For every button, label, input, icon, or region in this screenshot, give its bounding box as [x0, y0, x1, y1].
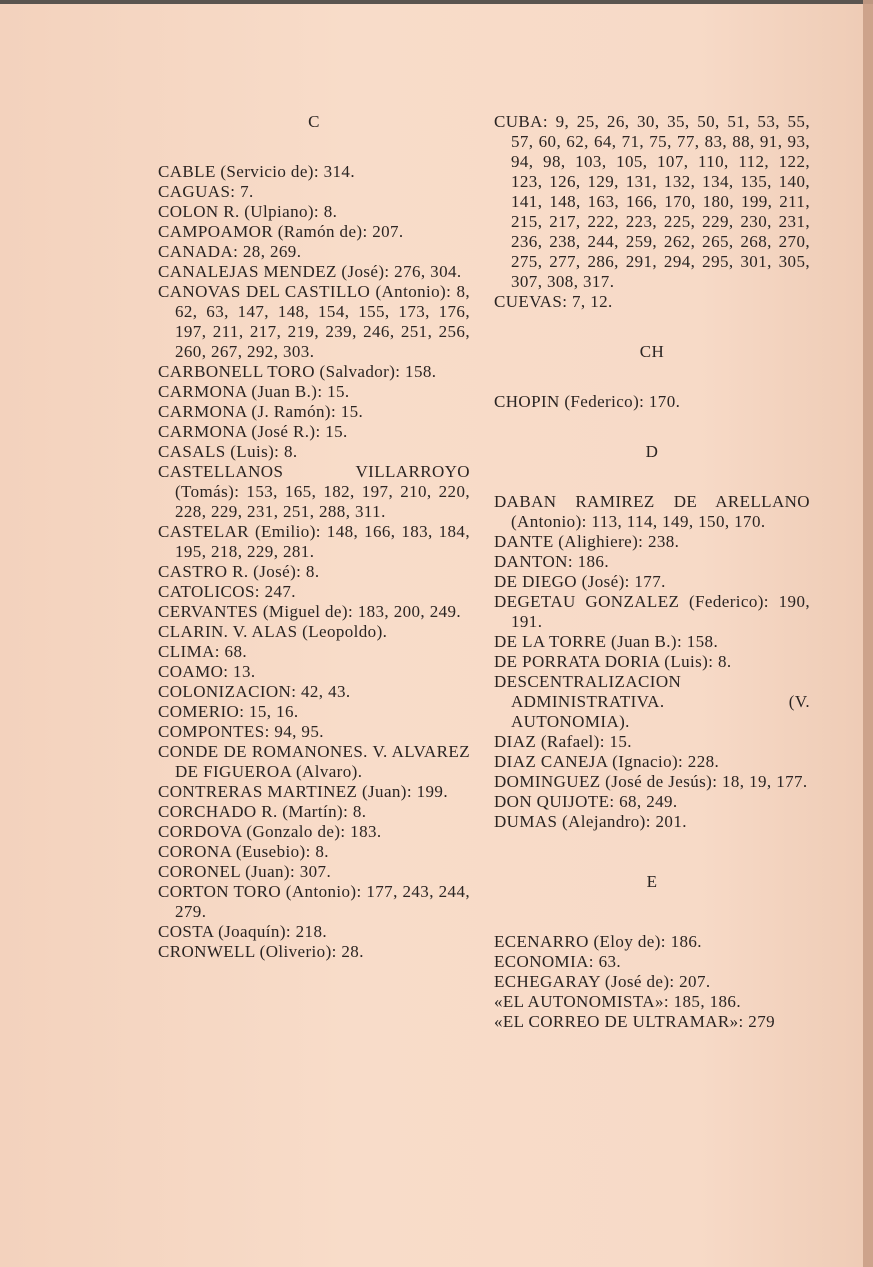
index-entry: CASTELLANOS VILLARROYO (Tomás): 153, 165, 182, 197, 210, 220, 228, 229, 231, 251, 288, 311.	[158, 462, 470, 521]
index-entry: CLARIN. V. ALAS (Leopoldo).	[158, 622, 388, 641]
page-right-edge	[863, 0, 873, 1267]
index-entry: CAMPOAMOR (Ramón de): 207.	[158, 222, 404, 241]
index-entry: CARMONA (Juan B.): 15.	[158, 382, 350, 401]
index-entry: DANTE (Alighiere): 238.	[494, 532, 680, 551]
section-heading-c: C	[308, 112, 320, 131]
page-top-edge	[0, 0, 873, 4]
section-d	[494, 492, 810, 832]
index-entry: CARBONELL TORO (Salvador): 158.	[158, 362, 437, 381]
left-column	[158, 112, 470, 962]
index-entry: ECHEGARAY (José de): 207.	[494, 972, 711, 991]
index-entry: CABLE (Servicio de): 314.	[158, 162, 355, 181]
index-entry: DANTON: 186.	[494, 552, 609, 571]
index-entry: COMPONTES: 94, 95.	[158, 722, 324, 741]
index-entry: CANALEJAS MENDEZ (José): 276, 304.	[158, 262, 462, 281]
index-entry: CHOPIN (Federico): 170.	[494, 392, 681, 411]
index-entry: DUMAS (Alejandro): 201.	[494, 812, 687, 831]
index-entry: CORONEL (Juan): 307.	[158, 862, 332, 881]
index-entry: CAGUAS: 7.	[158, 182, 254, 201]
index-entry: COSTA (Joaquín): 218.	[158, 922, 328, 941]
index-entry: CERVANTES (Miguel de): 183, 200, 249.	[158, 602, 462, 621]
index-entry: CONTRERAS MARTINEZ (Juan): 199.	[158, 782, 448, 801]
index-entry: DOMINGUEZ (José de Jesús): 18, 19, 177.	[494, 772, 808, 791]
index-entry: DABAN RAMIREZ DE ARELLANO (Antonio): 113, 114, 149, 150, 170.	[494, 492, 810, 531]
index-entry: CORONA (Eusebio): 8.	[158, 842, 329, 861]
index-entry: COLON R. (Ulpiano): 8.	[158, 202, 338, 221]
index-entry: CORCHADO R. (Martín): 8.	[158, 802, 367, 821]
index-entry: DE PORRATA DORIA (Luis): 8.	[494, 652, 732, 671]
index-entry: DIAZ (Rafael): 15.	[494, 732, 632, 751]
section-heading-d: D	[645, 442, 659, 461]
index-entry: DE LA TORRE (Juan B.): 158.	[494, 632, 719, 651]
index-entry: DE DIEGO (José): 177.	[494, 572, 666, 591]
index-entry: ECENARRO (Eloy de): 186.	[494, 932, 702, 951]
index-entry: CUEVAS: 7, 12.	[494, 292, 613, 311]
left-entry-list	[158, 162, 470, 962]
right-column	[494, 112, 810, 1032]
index-entry: DIAZ CANEJA (Ignacio): 228.	[494, 752, 720, 771]
index-entry: «EL CORREO DE ULTRAMAR»: 279	[494, 1012, 776, 1031]
index-entry: ECONOMIA: 63.	[494, 952, 622, 971]
index-entry: CARMONA (José R.): 15.	[158, 422, 348, 441]
index-entry: COMERIO: 15, 16.	[158, 702, 299, 721]
index-entry: CRONWELL (Oliverio): 28.	[158, 942, 364, 961]
index-entry: DESCENTRALIZACION ADMINISTRATIVA. (V. AUTONOMIA).	[494, 672, 810, 731]
index-entry: CORTON TORO (Antonio): 177, 243, 244, 279.	[158, 882, 470, 921]
index-entry: CONDE DE ROMANONES. V. ALVAREZ DE FIGUEROA (Alvaro).	[158, 742, 470, 781]
index-entry: COAMO: 13.	[158, 662, 256, 681]
index-entry: CASALS (Luis): 8.	[158, 442, 298, 461]
index-entry: DEGETAU GONZALEZ (Federico): 190, 191.	[494, 592, 810, 631]
section-e	[494, 932, 810, 1032]
index-entry: CASTELAR (Emilio): 148, 166, 183, 184, 195, 218, 229, 281.	[158, 522, 470, 561]
index-entry: CUBA: 9, 25, 26, 30, 35, 50, 51, 53, 55, 57, 60, 62, 64, 71, 75, 77, 83, 88, 91, 93, 94, 98, 103, 105, 107, 110, 112, 122, 123, 126, 129, 131, 132, 134, 135, 140, 141, 148, 163, 166, 170, 180, 199, 211, 215, 217, 222, 223, 225, 229, 230, 231, 236, 238, 244, 259, 262, 265, 268, 270, 275, 277, 286, 291, 294, 295, 301, 305, 307, 308, 317.	[494, 112, 810, 291]
index-entry: CANOVAS DEL CASTILLO (Antonio): 8, 62, 63, 147, 148, 154, 155, 173, 176, 197, 211, 217, 219, 239, 246, 251, 256, 260, 267, 292, 303.	[158, 282, 470, 361]
index-entry: CANADA: 28, 269.	[158, 242, 302, 261]
index-entry: DON QUIJOTE: 68, 249.	[494, 792, 678, 811]
index-entry: «EL AUTONOMISTA»: 185, 186.	[494, 992, 741, 1011]
index-entry: COLONIZACION: 42, 43.	[158, 682, 351, 701]
index-entry: CLIMA: 68.	[158, 642, 247, 661]
index-entry: CATOLICOS: 247.	[158, 582, 296, 601]
index-entry: CASTRO R. (José): 8.	[158, 562, 320, 581]
section-heading-e: E	[646, 872, 658, 891]
index-entry: CARMONA (J. Ramón): 15.	[158, 402, 364, 421]
section-ch	[494, 392, 810, 412]
section-heading-ch: CH	[639, 342, 665, 361]
index-entry: CORDOVA (Gonzalo de): 183.	[158, 822, 382, 841]
section-c-continued	[494, 112, 810, 312]
